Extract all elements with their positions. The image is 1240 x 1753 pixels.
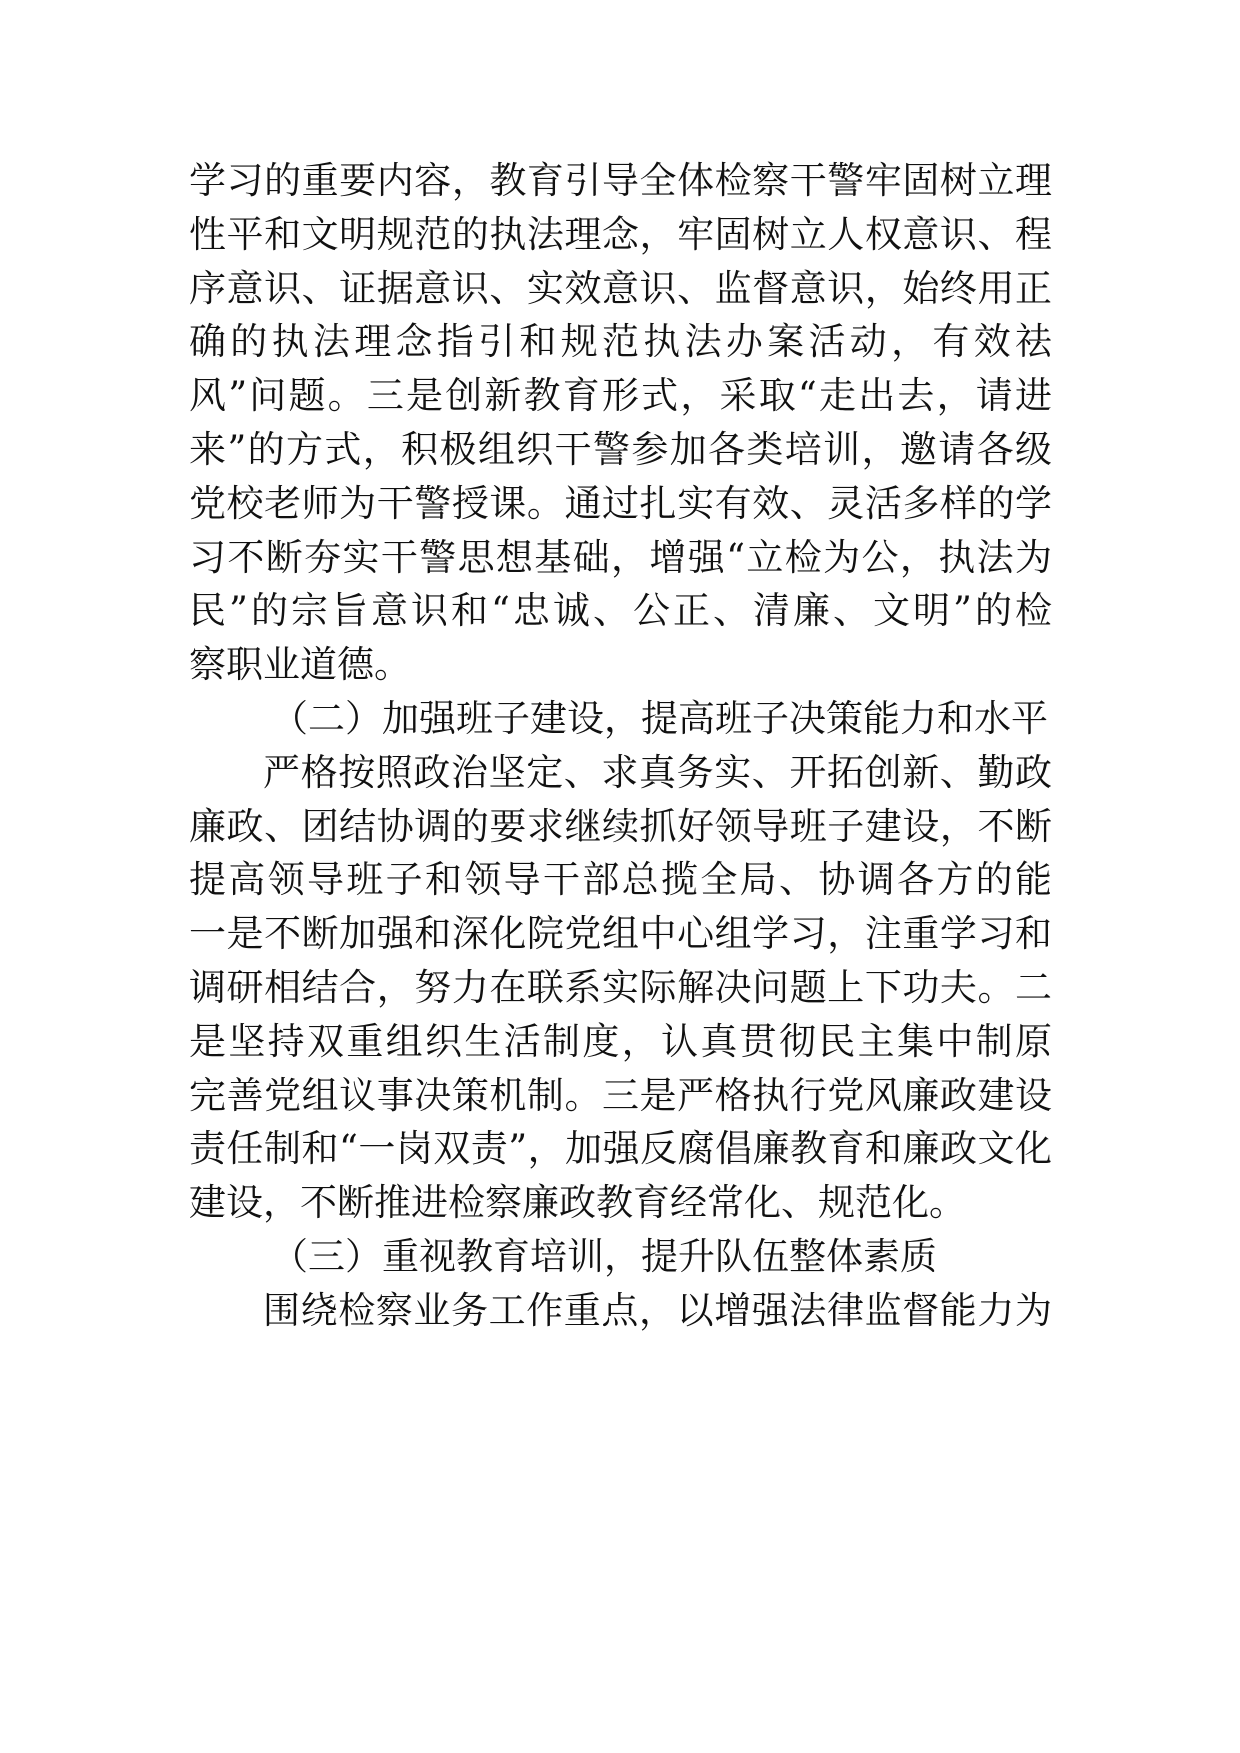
text-line-05: 风”问题。三是创新教育形式，采取“走出去，请进 [189, 374, 1052, 418]
text-line-22: 围绕检察业务工作重点，以增强法律监督能力为 [263, 1288, 1052, 1332]
section-heading-3: （三）重视教育培训，提升队伍整体素质 [271, 1234, 937, 1278]
text-line-08: 习不断夯实干警思想基础，增强“立检为公，执法为 [189, 535, 1052, 579]
section-heading-2: （二）加强班子建设，提高班子决策能力和水平 [271, 696, 1048, 740]
text-line-06: 来”的方式，积极组织干警参加各类培训，邀请各级 [189, 427, 1052, 471]
text-line-07: 党校老师为干警授课。通过扎实有效、灵活多样的学 [189, 481, 1052, 525]
text-line-20: 建设，不断推进检察廉政教育经常化、规范化。 [189, 1181, 966, 1225]
text-line-17: 是坚持双重组织生活制度，认真贯彻民主集中制原 [189, 1019, 1052, 1063]
text-line-10: 察职业道德。 [189, 643, 411, 687]
text-line-01: 学习的重要内容，教育引导全体检察干警牢固树立理 [189, 159, 1052, 202]
text-line-09: 民”的宗旨意识和“忠诚、公正、清廉、文明”的检 [189, 589, 1052, 633]
text-line-18: 完善党组议事决策机制。三是严格执行党风廉政建设 [189, 1073, 1052, 1117]
text-line-04: 确的执法理念指引和规范执法办案活动，有效祛 [189, 320, 1052, 364]
text-line-02: 性平和文明规范的执法理念，牢固树立人权意识、程 [189, 212, 1052, 256]
text-line-16: 调研相结合，努力在联系实际解决问题上下功夫。二 [189, 965, 1052, 1009]
text-line-15: 一是不断加强和深化院党组中心组学习，注重学习和 [189, 912, 1052, 956]
text-line-12: 严格按照政治坚定、求真务实、开拓创新、勤政 [263, 750, 1052, 794]
text-line-13: 廉政、团结协调的要求继续抓好领导班子建设，不断 [189, 804, 1052, 848]
text-line-03: 序意识、证据意识、实效意识、监督意识，始终用正 [189, 266, 1052, 310]
text-line-19: 责任制和“一岗双责”，加强反腐倡廉教育和廉政文化 [189, 1127, 1052, 1171]
body-text [189, 154, 1052, 1338]
text-line-14: 提高领导班子和领导干部总揽全局、协调各方的能 [189, 858, 1052, 902]
